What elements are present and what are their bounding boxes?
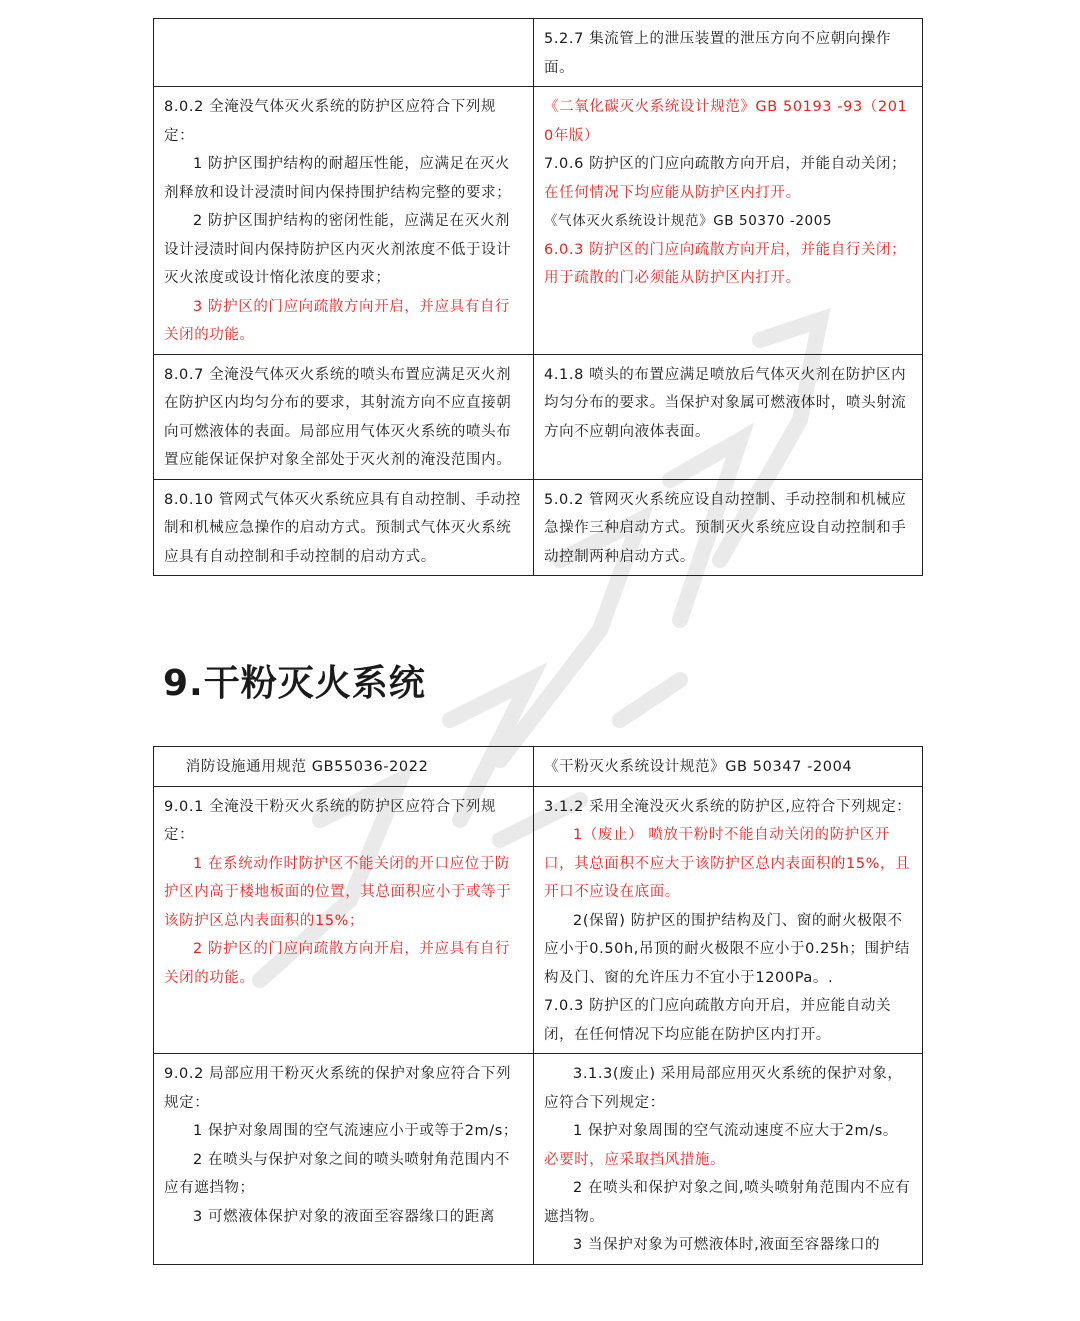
clause-paragraph — [164, 293, 524, 350]
section-heading: 9.干粉灭火系统 — [163, 663, 426, 704]
clause-text: 5.0.2 管网灭火系统应设自动控制、手动控制和机械应急操作三种启动方式。预制灭火系统应设自动控制和手动控制两种启动方式。 — [544, 491, 907, 565]
cell-left — [154, 87, 534, 355]
header-cell-right — [534, 747, 923, 787]
clause-paragraph — [544, 1060, 913, 1117]
clause-paragraph — [544, 361, 913, 447]
cell-left — [154, 354, 534, 479]
clause-text: 9.0.2 局部应用干粉灭火系统的保护对象应符合下列规定： — [164, 1066, 512, 1111]
cell-left — [154, 19, 534, 87]
clause-paragraph — [544, 1231, 913, 1260]
clause-paragraph — [164, 793, 524, 850]
clause-text: 2(保留) 防护区的围护结构及门、窗的耐火极限不应小于0.50h,吊顶的耐火极限不应小于0.25h；围护结构及门、窗的允许压力不宜小于1200Pa。. — [544, 912, 910, 986]
clause-paragraph — [544, 793, 913, 822]
cell-right — [534, 786, 923, 1054]
clause-text: 8.0.7 全淹没气体灭火系统的喷头布置应满足灭火剂在防护区内均匀分布的要求，其射流方向不应直接朝向可燃液体的表面。局部应用气体灭火系统的喷头布置应能保证保护对象全部处于灭火剂的淹没范围内。 — [164, 366, 512, 468]
clause-text: 8.0.2 全淹没气体灭火系统的防护区应符合下列规定： — [164, 99, 497, 144]
comparison-table-gas — [153, 18, 923, 576]
clause-text: 1 防护区围护结构的耐超压性能，应满足在灭火剂释放和设计浸渍时间内保持围护结构完整的要求； — [164, 156, 512, 201]
table-header-row — [154, 747, 923, 787]
clause-text: 3 防护区的门应向疏散方向开启，并应具有自行关闭的功能。 — [164, 298, 511, 343]
cell-left — [154, 1054, 534, 1265]
table-row — [154, 87, 923, 355]
cell-right — [534, 1054, 923, 1265]
clause-text: 2 防护区围护结构的密闭性能，应满足在灭火剂设计浸渍时间内保持防护区内灭火剂浓度不低于设计灭火浓度或设计惰化浓度的要求； — [164, 213, 512, 286]
clause-text: 1 在系统动作时防护区不能关闭的开口应位于防护区内高于楼地板面的位置，其总面积应小于或等于该防护区总内表面积的15%； — [164, 855, 512, 929]
clause-paragraph — [164, 1203, 524, 1232]
clause-paragraph — [544, 1174, 913, 1231]
clause-paragraph — [544, 236, 913, 293]
table-row — [154, 1054, 923, 1265]
clause-text: 8.0.10 管网式气体灭火系统应具有自动控制、手动控制和机械应急操作的启动方式。预制式气体灭火系统应具有自动控制和手动控制的启动方式。 — [164, 491, 521, 565]
cell-right — [534, 479, 923, 576]
clause-paragraph — [544, 821, 913, 907]
cell-left — [154, 786, 534, 1054]
clause-paragraph — [164, 207, 524, 293]
clause-paragraph — [164, 850, 524, 936]
clause-text: 2 在喷头与保护对象之间的喷头喷射角范围内不应有遮挡物； — [164, 1151, 511, 1196]
clause-text: 《二氧化碳灭火系统设计规范》GB 50193 -93（2010年版） — [544, 99, 908, 144]
clause-paragraph — [544, 150, 913, 207]
header-left-text: 消防设施通用规范 GB55036-2022 — [185, 759, 429, 775]
clause-paragraph — [544, 486, 913, 572]
clause-text: 7.0.6 防护区的门应向疏散方向开启，并能自动关闭； — [544, 156, 907, 172]
clause-paragraph — [164, 1060, 524, 1117]
cell-right — [534, 354, 923, 479]
clause-paragraph — [544, 1117, 913, 1174]
clause-paragraph — [164, 150, 524, 207]
clause-text: 3 可燃液体保护对象的液面至容器缘口的距离 — [193, 1208, 495, 1225]
clause-paragraph — [164, 486, 524, 572]
clause-paragraph — [544, 907, 913, 993]
clause-text: 1（废止） 喷放干粉时不能自动关闭的防护区开口，其总面积不应大于该防护区总内表面积的15%，且开口不应设在底面。 — [544, 827, 911, 900]
clause-paragraph — [164, 1117, 524, 1146]
cell-right — [534, 19, 923, 87]
cell-right — [534, 87, 923, 355]
clause-paragraph — [164, 1146, 524, 1203]
clause-paragraph — [544, 25, 913, 82]
table-row — [154, 786, 923, 1054]
cell-left — [154, 479, 534, 576]
clause-text: 4.1.8 喷头的布置应满足喷放后气体灭火剂在防护区内均匀分布的要求。当保护对象属可燃液体时，喷头射流方向不应朝向液体表面。 — [544, 366, 907, 440]
clause-paragraph — [164, 935, 524, 992]
clause-paragraph — [164, 93, 524, 150]
clause-text: 9.0.1 全淹没干粉灭火系统的防护区应符合下列规定： — [164, 798, 497, 843]
clause-text: 2 在喷头和保护对象之间,喷头喷射角范围内不应有遮挡物。 — [544, 1180, 911, 1225]
clause-text: 5.2.7 集流管上的泄压装置的泄压方向不应朝向操作面。 — [544, 31, 892, 76]
comparison-table-dry-powder — [153, 746, 923, 1265]
header-cell-left — [154, 747, 534, 787]
table-row — [154, 19, 923, 87]
clause-text: 1 保护对象周围的空气流速应小于或等于2m/s； — [193, 1123, 519, 1139]
clause-paragraph — [544, 93, 913, 150]
clause-text-highlight: 在任何情况下均应能从防护区内打开。 — [544, 184, 801, 201]
clause-text: 2 防护区的门应向疏散方向开启，并应具有自行关闭的功能。 — [164, 941, 511, 986]
clause-text: 6.0.3 防护区的门应向疏散方向开启，并能自行关闭；用于疏散的门必须能从防护区内打开。 — [544, 241, 907, 286]
clause-text: 7.0.3 防护区的门应向疏散方向开启，并应能自动关闭，在任何情况下均应能在防护区内打开。 — [544, 998, 892, 1043]
clause-text-highlight: 必要时，应采取挡风措施。 — [544, 1151, 726, 1168]
clause-text: 《气体灭火系统设计规范》GB 50370 -2005 — [544, 213, 833, 229]
header-right-text: 《干粉灭火系统设计规范》GB 50347 -2004 — [544, 759, 853, 775]
clause-paragraph — [544, 207, 913, 236]
clause-text: 3 当保护对象为可燃液体时,液面至容器缘口的 — [573, 1237, 881, 1253]
clause-text: 3.1.3(废止) 采用局部应用灭火系统的保护对象，应符合下列规定： — [544, 1066, 903, 1111]
clause-paragraph — [544, 992, 913, 1049]
clause-text: 3.1.2 采用全淹没灭火系统的防护区,应符合下列规定： — [544, 798, 912, 815]
clause-paragraph — [164, 361, 524, 475]
table-row — [154, 479, 923, 576]
clause-text: 1 保护对象周围的空气流动速度不应大于2m/s。 — [573, 1123, 899, 1139]
table-row — [154, 354, 923, 479]
